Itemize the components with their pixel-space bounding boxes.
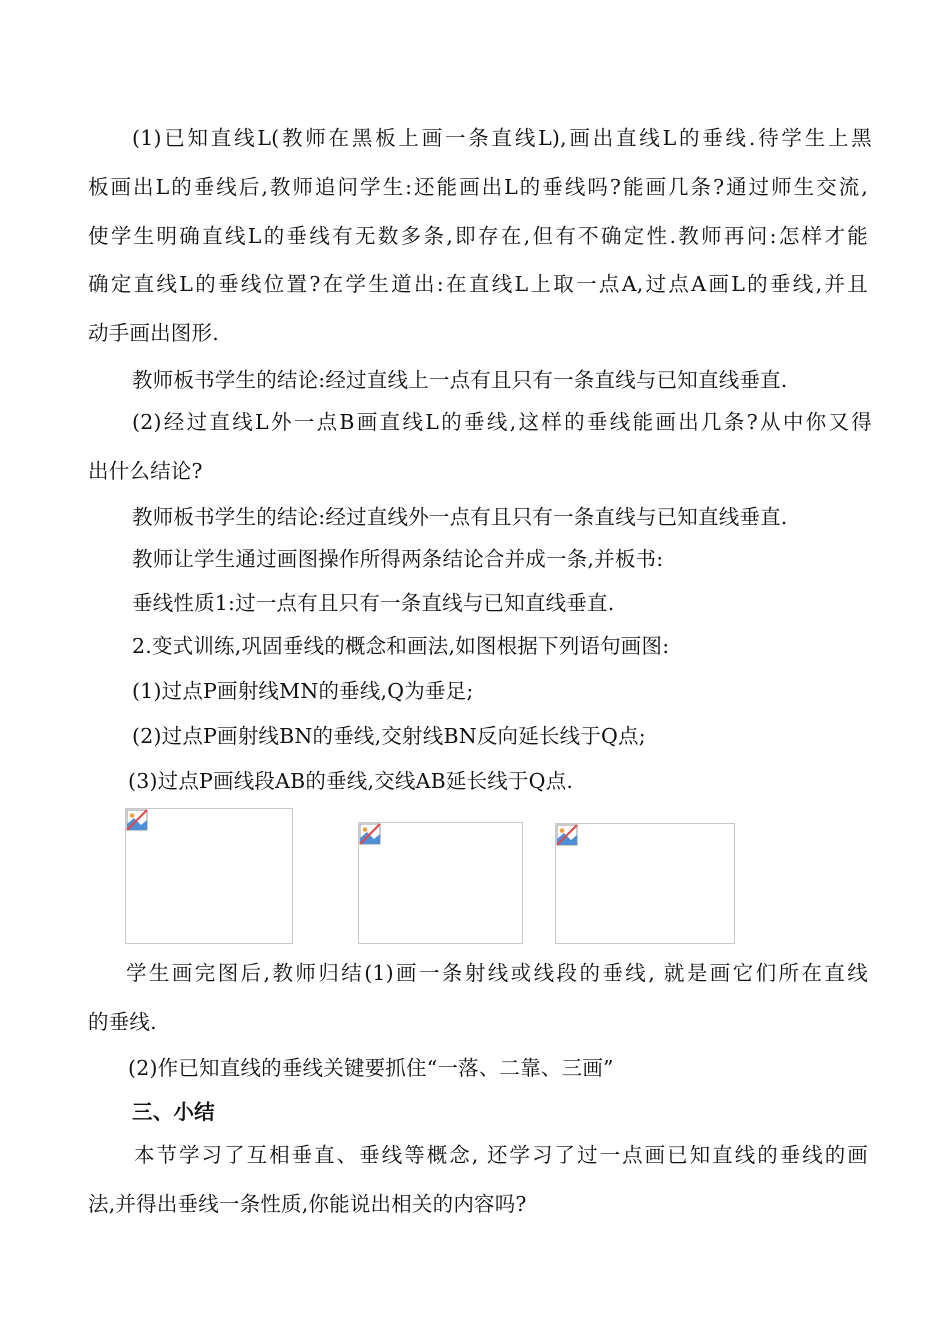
figure-1 <box>125 808 293 944</box>
paragraph-line: 法,并得出垂线一条性质,你能说出相关的内容吗? <box>88 1192 527 1216</box>
conclusion-line: 教师板书学生的结论:经过直线外一点有且只有一条直线与已知直线垂直. <box>132 505 788 529</box>
paragraph-line: 板画出L的垂线后,教师追问学生:还能画出L的垂线吗?能画几条?通过师生交流, <box>88 175 868 199</box>
figure-2 <box>358 822 523 944</box>
paragraph-line: 确定直线L的垂线位置?在学生道出:在直线L上取一点A,过点A画L的垂线,并且 <box>88 272 868 296</box>
broken-image-icon <box>556 824 578 846</box>
exercise-item: (3)过点P画线段AB的垂线,交线AB延长线于Q点. <box>128 769 574 793</box>
broken-image-icon <box>359 823 381 845</box>
paragraph-line: (2)经过直线L外一点B画直线L的垂线,这样的垂线能画出几条?从中你又得 <box>132 410 872 434</box>
paragraph-line: 教师让学生通过画图操作所得两条结论合并成一条,并板书: <box>132 547 664 571</box>
figure-3 <box>555 823 735 944</box>
paragraph-line: 动手画出图形. <box>88 321 219 345</box>
paragraph-line: (2)作已知直线的垂线关键要抓住“一落、二靠、三画” <box>128 1056 614 1080</box>
paragraph-line: 使学生明确直线L的垂线有无数多条,即存在,但有不确定性.教师再问:怎样才能 <box>88 224 868 248</box>
paragraph-line: (1)已知直线L(教师在黑板上画一条直线L),画出直线L的垂线.待学生上黑 <box>132 126 872 150</box>
broken-image-icon <box>126 809 148 831</box>
paragraph-line: 出什么结论? <box>88 459 203 483</box>
paragraph-line: 学生画完图后,教师归结(1)画一条射线或线段的垂线, 就是画它们所在直线 <box>126 961 868 985</box>
property-line: 垂线性质1:过一点有且只有一条直线与已知直线垂直. <box>132 591 615 615</box>
exercise-item: (1)过点P画射线MN的垂线,Q为垂足; <box>132 679 474 703</box>
paragraph-line: 本节学习了互相垂直、垂线等概念, 还学习了过一点画已知直线的垂线的画 <box>134 1143 868 1167</box>
conclusion-line: 教师板书学生的结论:经过直线上一点有且只有一条直线与已知直线垂直. <box>132 368 788 392</box>
exercise-item: (2)过点P画射线BN的垂线,交射线BN反向延长线于Q点; <box>132 724 646 748</box>
section-heading: 三、小结 <box>132 1100 215 1124</box>
exercise-heading: 2.变式训练,巩固垂线的概念和画法,如图根据下列语句画图: <box>132 634 670 658</box>
paragraph-line: 的垂线. <box>88 1010 157 1034</box>
